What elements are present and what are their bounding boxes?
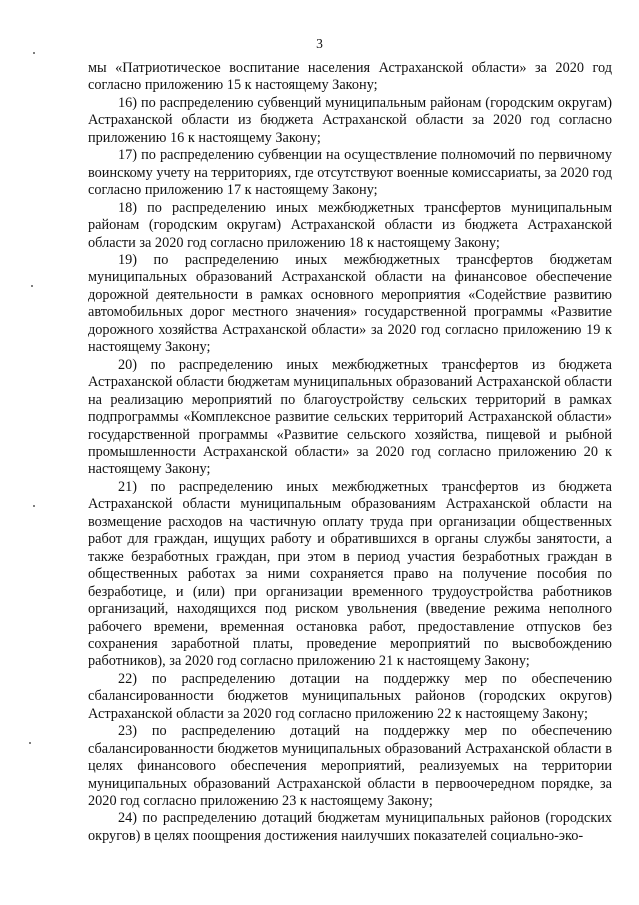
scan-speck: [29, 742, 31, 744]
scan-speck: [31, 285, 33, 287]
paragraph-item-22: 22) по распределению дотации на поддержку мер по обеспечению сбалансированности бюджетов муниципальных районов (городских округов) Астраханской области за 2020 год согласно приложению 22 к настоящему Закону;: [88, 670, 612, 722]
scan-speck: [33, 52, 35, 54]
paragraph-item-16: 16) по распределению субвенций муниципальным районам (городским округам) Астраханской области из бюджета Астраханской области за 2020 год согласно приложению 16 к настоящему Закону;: [88, 94, 612, 146]
paragraph-item-17: 17) по распределению субвенции на осуществление полномочий по первичному воинскому учету на территориях, где отсутствуют военные комиссариаты, за 2020 год согласно приложению 17 к настоящему Закону;: [88, 147, 612, 199]
paragraph-continuation: мы «Патриотическое воспитание населения Астраханской области» за 2020 год согласно приложению 15 к настоящему Закону;: [88, 60, 612, 94]
document-body: [88, 60, 612, 845]
paragraph-item-23: 23) по распределению дотаций на поддержку мер по обеспечению сбалансированности бюджетов муниципальных образований Астраханской области в целях финансового обеспечения мероприятий, реализуемых на территории муниципальных образований Астраханской области в первоочередном порядке, за 2020 год согласно приложению 23 к настоящему Закону;: [88, 723, 612, 810]
scan-speck: [33, 505, 35, 507]
paragraph-item-19: 19) по распределению иных межбюджетных трансфертов бюджетам муниципальных образований Астраханской области на финансовое обеспечение дорожной деятельности в рамках основного мероприятия «Содействие развитию автомобильных дорог местного значения» государственной программы «Развитие дорожного хозяйства Астраханской области» за 2020 год согласно приложению 19 к настоящему Закону;: [88, 251, 612, 356]
paragraph-item-18: 18) по распределению иных межбюджетных трансфертов муниципальным районам (городским округам) Астраханской области из бюджета Астраханской области за 2020 год согласно приложению 18 к настоящему Закону;: [88, 199, 612, 251]
paragraph-item-20: 20) по распределению иных межбюджетных трансфертов из бюджета Астраханской области бюджетам муниципальных образований Астраханской области на реализацию мероприятий по благоустройству сельских территорий в рамках подпрограммы «Комплексное развитие сельских территорий Астраханской области» государственной программы «Развитие сельского хозяйства, пищевой и рыбной промышленности Астраханской области» за 2020 год согласно приложению 20 к настоящему Закону;: [88, 356, 612, 478]
paragraph-item-24: 24) по распределению дотаций бюджетам муниципальных районов (городских округов) в целях поощрения достижения наилучших показателей социально-эко-: [88, 810, 612, 844]
paragraph-item-21: 21) по распределению иных межбюджетных трансфертов из бюджета Астраханской области муниципальным образованиям Астраханской области на возмещение расходов на частичную оплату труда при организации общественных работ для граждан, ищущих работу и обратившихся в органы службы занятости, а также безработных граждан, при этом в период участия безработных граждан в общественных работах за ними сохраняется право на получение пособия по безработице, и (или) при организации временного трудоустройства работников организаций, находящихся под риском увольнения (введение режима неполного рабочего времени, временная остановка работ, предоставление отпусков без сохранения заработной платы, проведение мероприятий по высвобождению работников), за 2020 год согласно приложению 21 к настоящему Закону;: [88, 478, 612, 670]
page-number: 3: [316, 36, 323, 51]
